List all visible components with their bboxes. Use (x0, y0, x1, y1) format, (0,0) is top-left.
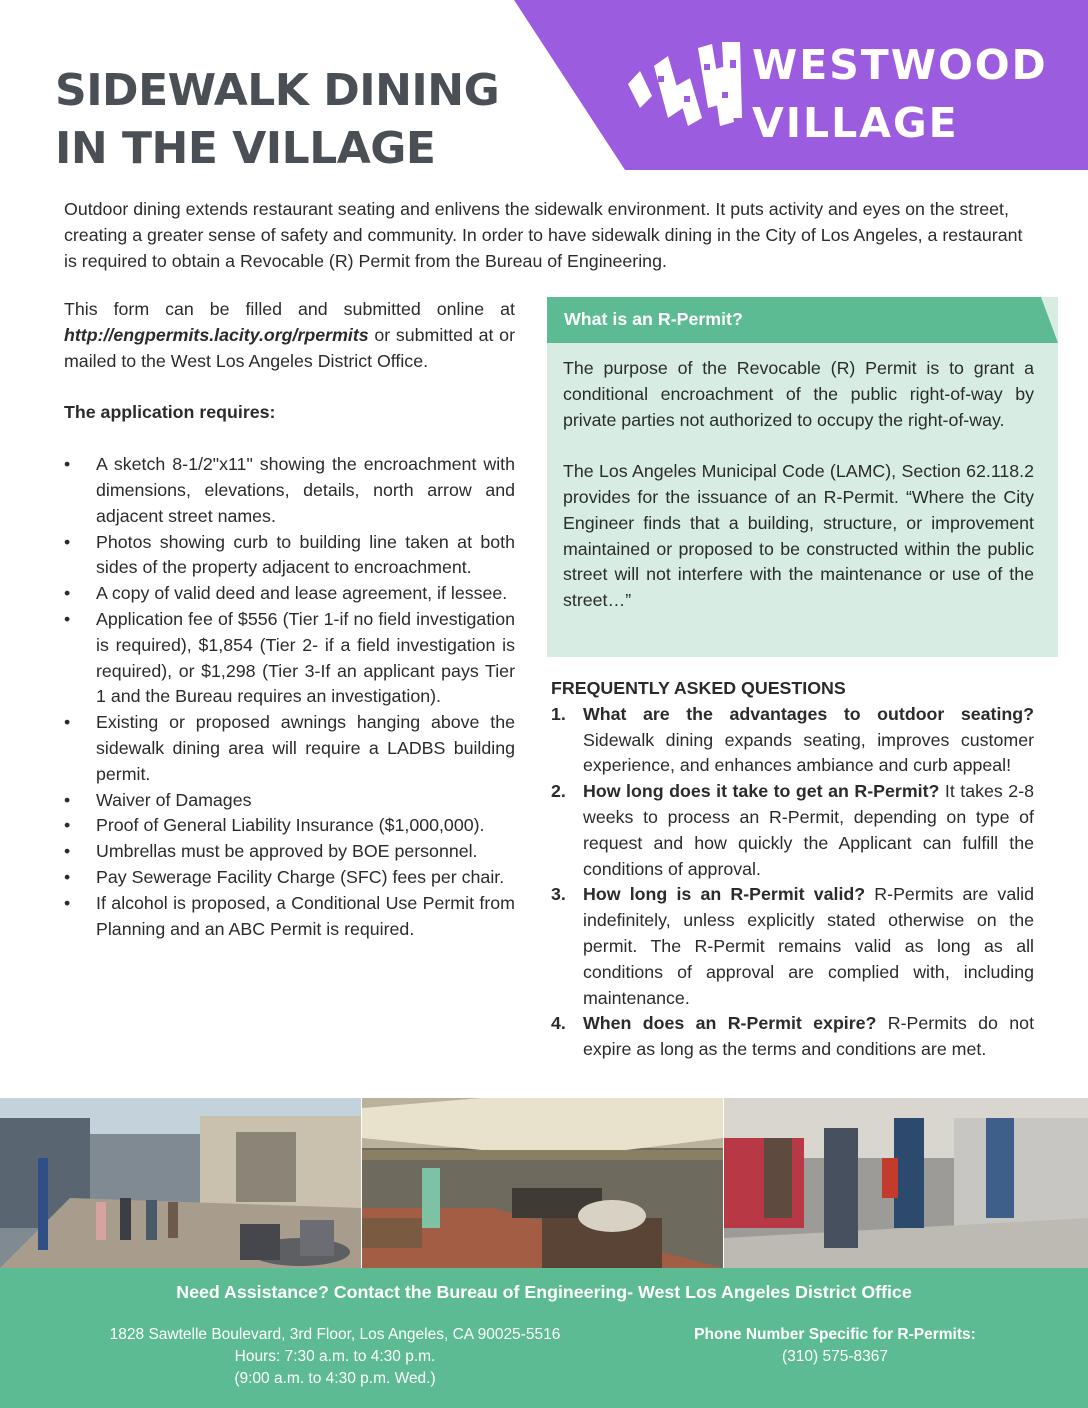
phone-number[interactable]: (310) 575-8367 (782, 1348, 888, 1365)
page-title-line-2: IN THE VILLAGE (55, 123, 436, 174)
faq-question: When does an R-Permit expire? (583, 1013, 877, 1034)
requirement-item: • Umbrellas must be approved by BOE personnel. (64, 839, 515, 865)
office-hours-wednesday: (9:00 a.m. to 4:30 p.m. Wed.) (234, 1370, 436, 1387)
photo-sidewalk-pedestrians (0, 1098, 361, 1268)
faq-answer: It takes 2-8 weeks to process an R-Permit, depending on type of request and how quickly the Applicant can fulfill the conditions of approval. (583, 781, 1035, 879)
intro-paragraph: Outdoor dining extends restaurant seating and enlivens the sidewalk environment. It puts activity and eyes on the street, creating a greater sense of safety and community. In order to have sidewalk dining in the City of Los Angeles, a restaurant is required to obtain a Revocable (R) Permit from the Bureau of Engineering. (64, 199, 1023, 271)
photo-street-crowd (724, 1098, 1088, 1268)
phone-label: Phone Number Specific for R-Permits: (694, 1326, 976, 1343)
faq-item (551, 1011, 1034, 1063)
brand-wordmark (752, 36, 1048, 152)
requirement-item: • Waiver of Damages (64, 788, 515, 814)
requirement-item: • Pay Sewerage Facility Charge (SFC) fees per chair. (64, 865, 515, 891)
faq-number: 4. (551, 1013, 566, 1034)
faq-section (551, 676, 1034, 1063)
requirement-item: • A sketch 8-1/2"x11" showing the encroachment with dimensions, elevations, details, north arrow and adjacent street names. (64, 452, 515, 529)
faq-answer: Sidewalk dining expands seating, improves customer experience, and enhances ambiance and curb appeal! (583, 729, 1034, 776)
form-info-before-url: This form can be filled and submitted online at (64, 299, 515, 319)
brand-line-2: VILLAGE (752, 99, 959, 147)
requirement-item: • Application fee of $556 (Tier 1-if no field investigation is required), $1,854 (Tier 2- if a field investigation is required), or $1,298 (Tier 3-If an applicant pays Tier 1 and the Bureau requires an investigation). (64, 607, 515, 710)
faq-number: 1. (551, 703, 566, 724)
brand-line-1: WESTWOOD (752, 41, 1048, 89)
phone-block (655, 1324, 1015, 1368)
faq-answer: R-Permits do not expire as long as the terms and conditions are met. (583, 1013, 1035, 1060)
footer-heading: Need Assistance? Contact the Bureau of Engineering- West Los Angeles District Office (176, 1282, 912, 1302)
faq-heading: FREQUENTLY ASKED QUESTIONS (551, 678, 846, 698)
office-address: 1828 Sawtelle Boulevard, 3rd Floor, Los Angeles, CA 90025-5516 (109, 1326, 561, 1343)
faq-question: What are the advantages to outdoor seating? (583, 703, 1034, 724)
faq-question: How long does it take to get an R-Permit? (583, 781, 940, 802)
requirement-item: • If alcohol is proposed, a Conditional Use Permit from Planning and an ABC Permit is required. (64, 891, 515, 943)
rpermit-body (563, 356, 1034, 614)
faq-item (551, 882, 1034, 1011)
application-column (64, 297, 515, 942)
rpermit-paragraph: The purpose of the Revocable (R) Permit is to grant a conditional encroachment of the public right-of-way by private parties not authorized to occupy the right-of-way. (563, 358, 1034, 430)
rpermit-heading: What is an R-Permit? (564, 309, 743, 329)
faq-answer: R-Permits are valid indefinitely, unless explicitly stated otherwise on the permit. The R-Permit remains valid as long as all conditions of approval are complied with, including maintenance. (583, 884, 1034, 1008)
faq-list (551, 702, 1034, 1063)
faq-question: How long is an R-Permit valid? (583, 884, 866, 905)
online-form-link[interactable]: http://engpermits.lacity.org/rpermits (64, 324, 369, 345)
office-hours: Hours: 7:30 a.m. to 4:30 p.m. (234, 1348, 436, 1365)
faq-number: 2. (551, 781, 566, 802)
requirement-item: • A copy of valid deed and lease agreement, if lessee. (64, 581, 515, 607)
requirement-item: • Proof of General Liability Insurance ($1,000,000). (64, 813, 515, 839)
requirements-heading: The application requires: (64, 402, 276, 423)
requirement-item: • Photos showing curb to building line taken at both sides of the property adjacent to encroachment. (64, 530, 515, 582)
requirement-item: • Existing or proposed awnings hanging above the sidewalk dining area will require a LADBS building permit. (64, 710, 515, 787)
form-info-after-url: or submitted at or mailed to the West Los Angeles District Office. (64, 324, 515, 371)
office-address-block (80, 1324, 590, 1390)
photo-patio-umbrellas (362, 1098, 723, 1268)
faq-item (551, 702, 1034, 779)
photo-strip (0, 1098, 1088, 1268)
contact-footer (0, 1268, 1088, 1408)
form-info-paragraph (64, 297, 515, 374)
page-title (55, 62, 499, 178)
faq-number: 3. (551, 884, 566, 905)
page-title-line-1: SIDEWALK DINING (55, 65, 500, 116)
requirements-list (64, 452, 515, 942)
faq-item (551, 779, 1034, 882)
rpermit-info-box (547, 297, 1058, 657)
rpermit-paragraph: The Los Angeles Municipal Code (LAMC), Section 62.118.2 provides for the issuance of an R-Permit. “Where the City Engineer finds that a building, structure, or improvement maintained or proposed to be constructed within the public street will not interfere with the maintenance or use of the street…” (563, 461, 1034, 611)
